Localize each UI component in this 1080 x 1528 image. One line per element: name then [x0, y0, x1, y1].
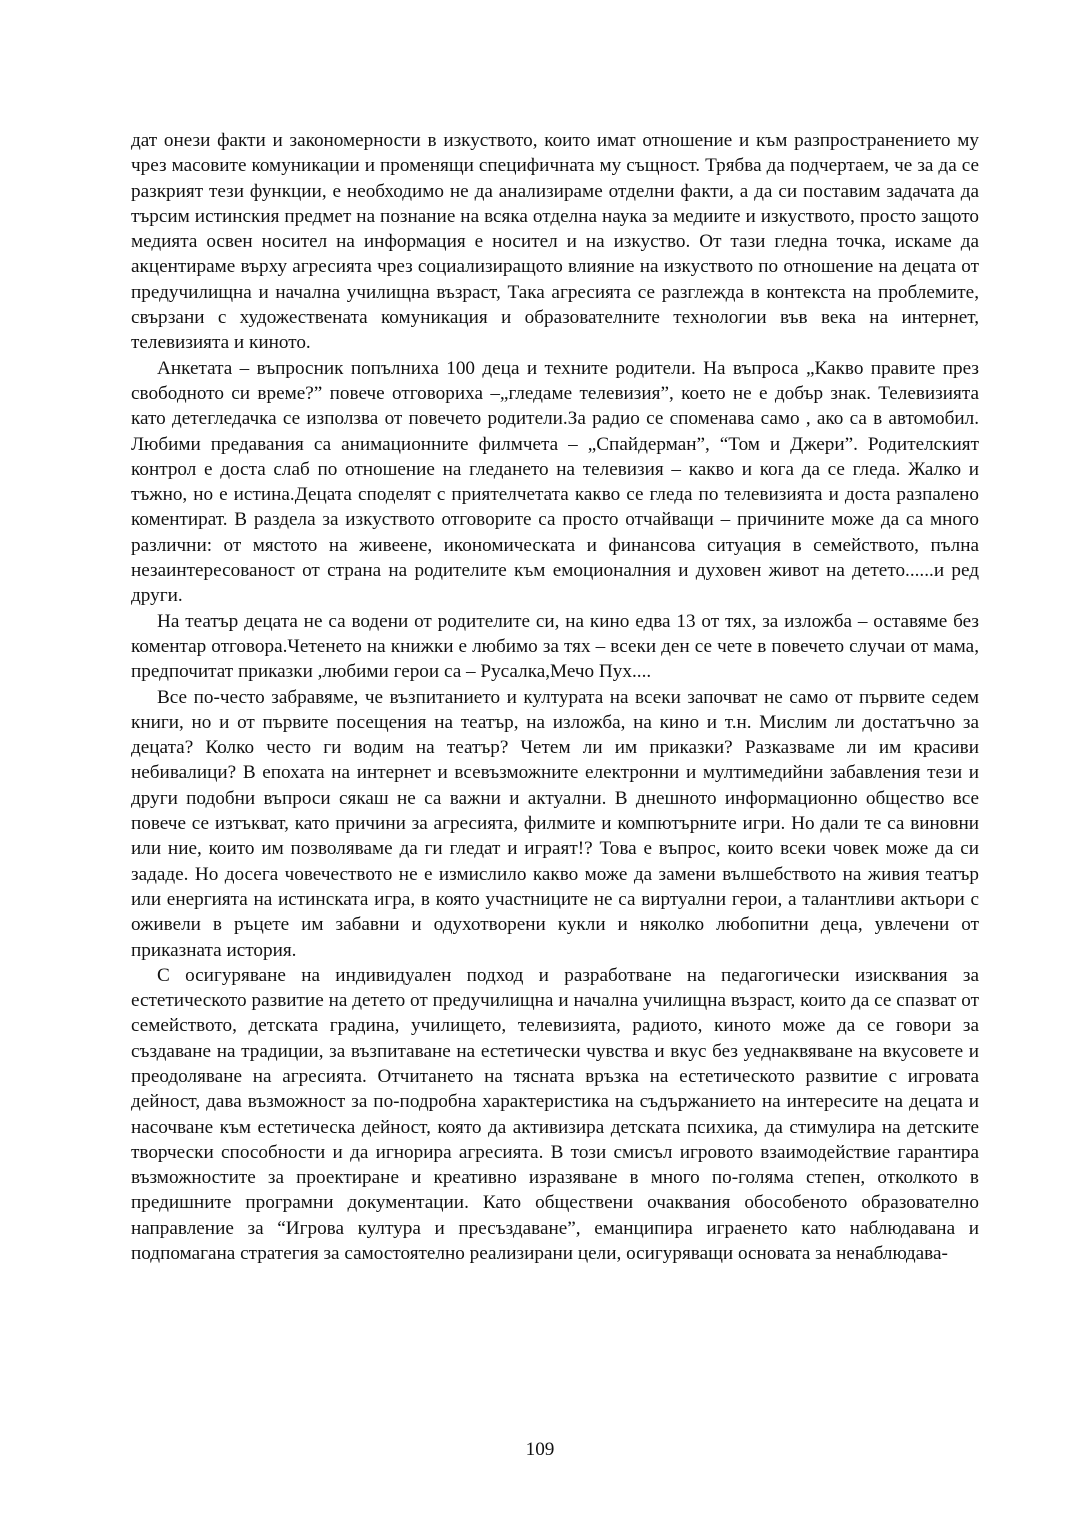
- page-number: 109: [525, 1439, 555, 1460]
- paragraph-5: С осигуряване на индивидуален подход и разработване на педагогически изисквания за естетическото развитие на детето от предучилищна и начална училищна възраст, които да се спазват от семейството, детската градина, училището, телевизията, радиото, киното може да се говори за създаване на традиции, за възпитаване на естетически чувства и вкус без уеднаквяване на вкусовете и преодоляване на агресията. Отчитането на тясната връзка на естетическото развитие с игровата дейност, дава възможност за по-подробна характеристика на съдържанието на интересите на децата и насочване към естетическа дейност, която да активизира детската психика, да стимулира на детските творчески способности и да игнорира агресията. В този смисъл игровото взаимодействие гарантира възможностите за проектиране и креативно изразяване в много по-голяма степен, отколкото в предишните програмни документации. Като обществени очаквания обособеното образователно направление за “Игрова култура и пресъздаване”, еманципира играенето като наблюдавана и подпомагана стратегия за самостоятелно реализирани цели, осигуряващи основата за ненаблюдава-: [131, 964, 979, 1265]
- body-text: [131, 128, 979, 1266]
- paragraph-1: дат онези факти и закономерности в изкуството, които имат отношение и към разпространението му чрез масовите комуникации и променящи специфичната му същност. Трябва да подчертаем, че за да се разкрият тези функции, е необходимо не да анализираме отделни факти, а да си поставим задачата да търсим истинския предмет на познание на всяка отделна наука за медиите и изкуството, просто защото медията освен носител на информация е носител и на изкуство. От тази гледна точка, искаме да акцентираме върху агресията чрез социализиращото влияние на изкуството по отношение на децата от предучилищна и начална училищна възраст, Така агресията се разглежда в контекста на проблемите, свързани с художествената комуникация и образователните технологии във века на интернет, телевизията и киното.: [131, 130, 979, 354]
- paragraph-4: Все по-често забравяме, че възпитанието и културата на всеки започват не само от първите седем книги, но и от първите посещения на театър, на изложба, на кино и т.н. Мислим ли достатъчно за децата? Колко често ги водим на театър? Четем ли им приказки? Разказваме ли им красиви небивалици? В епохата на интернет и всевъзможните електронни и мултимедийни забавления тези и други подобни въпроси сякаш не са важни и актуални. В днешното информационно общество все повече се изтъкват, като причини за агресията, филмите и компютърните игри. Но дали те са виновни или ние, които им позволяваме да ги гледат и играят!? Това е въпрос, които всеки човек може да си зададе. Но досега човечеството не е измислило какво може да замени вълшебството на живия театър или енергията на истинската игра, в която участниците не са виртуални герои, а талантливи актьори с оживели в ръцете им забавни и одухотворени кукли и няколко любопитни деца, увлечени от приказната история.: [131, 686, 979, 961]
- paragraph-2: Анкетата – въпросник попълниха 100 деца и техните родители. На въпроса „Какво правите през свободното си време?” повече отговориха –„гледаме телевизия”, което не е добър знак. Телевизията като детегледачка се използва от повечето родители.За радио се споменава само , ако са в автомобил. Любими предавания са анимационните филмчета – „Спайдерман”, “Том и Джери”. Родителският контрол е доста слаб по отношение на гледането на телевизия – какво и кога да се гледа. Жалко и тъжно, но е истина.Децата споделят с приятелчетата какво се гледа по телевизията и доста разпалено коментират. В раздела за изкуството отговорите са просто отчайващи – причините може да са много различни: от мястото на живеене, икономическата и финансова ситуация в семейството, пълна незаинтересованост от страна на родителите към емоционалния и духовен живот на детето......и ред други.: [131, 357, 979, 607]
- paragraph-3: На театър децата не са водени от родителите си, на кино едва 13 от тях, за изложба – оставяме без коментар отговора.Четенето на книжки е любимо за тях – всеки ден се чете в повечето случаи от мама, предпочитат приказки ,любими герои са – Русалка,Мечо Пух....: [131, 610, 979, 683]
